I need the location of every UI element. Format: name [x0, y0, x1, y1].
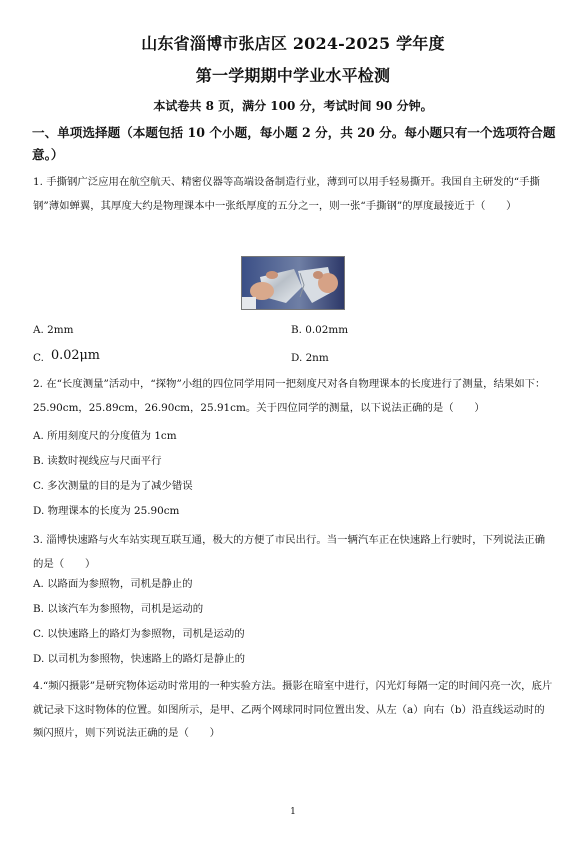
question-2-stem: 2. 在“长度测量”活动中，“探物”小组的四位同学用同一把刻度尺对各自物理课本的长度进行了测量，结果如下：25.90cm，25.89cm，26.90cm，25.91cm。关于四位同学的测量，以下说法正确的是（ ）: [33, 378, 546, 414]
question-4-stem: 4.“频闪摄影”是研究物体运动时常用的一种实验方法。摄影在暗室中进行，闪光灯每隔一定的时间闪亮一次，底片就记录下这时物体的位置。如图所示，是甲、乙两个网球同时同位置出发、从左（a）向右（b）沿直线运动时的频闪照片，则下列说法正确的是（ ）: [33, 680, 553, 739]
section-heading: 一、单项选择题（本题包括 10 个小题，每小题 2 分，共 20 分。每小题只有一个选项符合题意。）: [32, 125, 556, 162]
hand-tearing-steel-photo: [241, 256, 345, 310]
exam-info: 本试卷共 8 页，满分 100 分，考试时间 90 分钟。: [153, 99, 433, 113]
question-1-option-a: A. 2mm: [33, 324, 74, 336]
question-3-stem: 3. 淄博快速路与火车站实现互联互通，极大的方便了市民出行。当一辆汽车正在快速路上行驶时，下列说法正确的是（ ）: [33, 534, 545, 570]
question-1-option-b: B. 0.02mm: [291, 324, 349, 336]
question-1-stem: 1. 手撕钢广泛应用在航空航天、精密仪器等高端设备制造行业，薄到可以用手轻易撕开。我国自主研发的“手撕钢”薄如蝉翼，其厚度大约是物理课本中一张纸厚度的五分之一，则一张“手撕钢”的厚度最接近于（ ）: [33, 176, 540, 212]
exam-title-line2: 第一学期期中学业水平检测: [195, 66, 391, 85]
exam-title-line1: 山东省淄博市张店区 2024-2025 学年度: [141, 34, 445, 53]
question-3-option-d: D. 以司机为参照物，快速路上的路灯是静止的: [33, 653, 245, 665]
question-2-option-c: C. 多次测量的目的是为了减少错误: [33, 480, 193, 492]
page-number: 1: [290, 807, 296, 817]
question-1-option-d: D. 2nm: [291, 352, 329, 364]
question-3-option-a: A. 以路面为参照物，司机是静止的: [33, 578, 193, 590]
question-1-option-c-letter: C.: [33, 352, 44, 364]
question-3-option-c: C. 以快速路上的路灯为参照物，司机是运动的: [33, 628, 245, 640]
question-2-option-b: B. 读数时视线应与尺面平行: [33, 455, 162, 467]
question-2-option-a: A. 所用刻度尺的分度值为 1cm: [33, 430, 177, 442]
question-2-option-d: D. 物理课本的长度为 25.90cm: [33, 505, 180, 517]
steel-foil-image-icon: [242, 257, 345, 310]
question-3-option-b: B. 以该汽车为参照物，司机是运动的: [33, 603, 204, 615]
question-1-option-c-value: 0.02μm: [51, 348, 100, 363]
